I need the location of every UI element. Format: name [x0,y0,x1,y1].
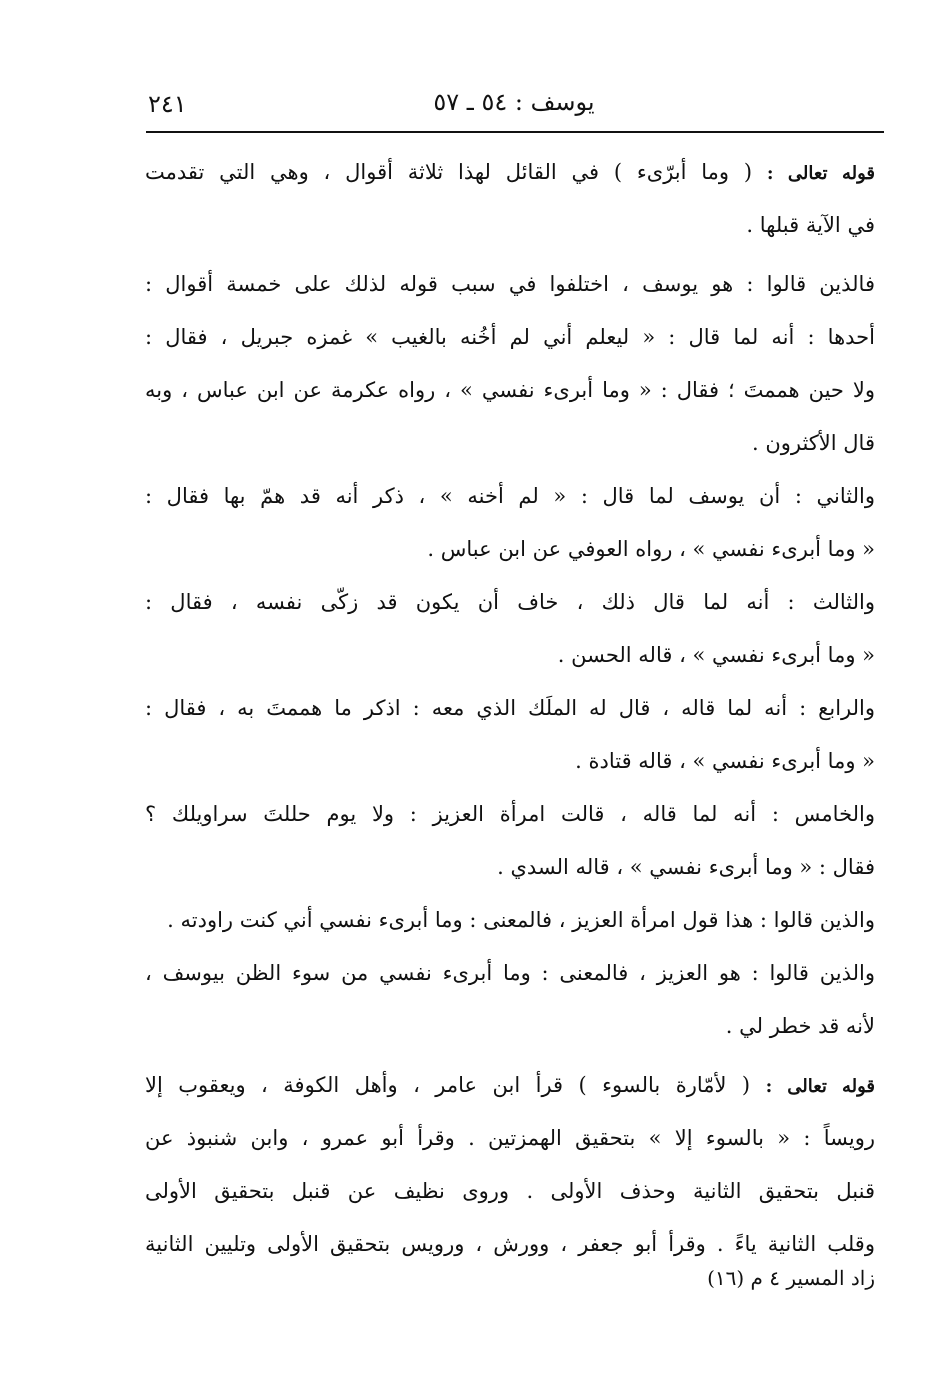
text-line [145,735,875,788]
line-text: قنبل بتحقيق الثانية وحذف الأولى . وروى نظيف عن قنبل بتحقيق الأولى [145,1179,875,1203]
text-line [145,417,875,470]
text-line [145,311,875,364]
signature-mark: زاد المسير ٤ م (١٦) [707,1266,875,1290]
text-line [145,788,875,841]
text-line [145,629,875,682]
line-text: ( وما أبرّىء ) في القائل لهذا ثلاثة أقوال ، وهي التي تقدمت [145,160,753,184]
text-line [145,576,875,629]
line-text: والثالث : أنه لما قال ذلك ، خاف أن يكون قد زكّى نفسه ، فقال : [145,590,875,614]
line-text: « وما أبرىء نفسي » ، قاله قتادة . [575,749,875,773]
page-number: ٢٤١ [148,90,187,118]
line-text: والخامس : أنه لما قاله ، قالت امرأة العزيز : ولا يوم حللتَ سراويلك ؟ [145,802,875,826]
text-line [145,1112,875,1165]
page-header [148,84,880,124]
line-text: لأنه قد خطر لي . [725,1014,875,1038]
text-line [145,682,875,735]
verse-label: قوله تعالى : [765,1076,875,1097]
main-text [145,146,875,1271]
line-text: والرابع : أنه لما قاله ، قال له الملَك الذي معه : اذكر ما هممتَ به ، فقال : [145,696,875,720]
header-rule [146,131,884,133]
text-line [145,1165,875,1218]
line-text: وقلب الثانية ياءً . وقرأ أبو جعفر ، وورش ، ورويس بتحقيق الأولى وتليين الثانية [145,1232,875,1256]
text-line [145,364,875,417]
text-line [145,523,875,576]
verse-label: قوله تعالى : [766,163,875,184]
line-text: والذين قالوا : هذا قول امرأة العزيز ، فالمعنى : وما أبرىء نفسي أني كنت راودته . [167,908,875,932]
text-line [145,1059,875,1112]
line-text: رويساً : « بالسوء إلا » بتحقيق الهمزتين . وقرأ أبو عمرو ، وابن شنبوذ عن [145,1126,875,1150]
text-line [145,1000,875,1053]
text-line [145,146,875,199]
line-text: والذين قالوا : هو العزيز ، فالمعنى : وما أبرىء نفسي من سوء الظن بيوسف ، [145,961,875,985]
line-text: ( لأمّارة بالسوء ) قرأ ابن عامر ، وأهل الكوفة ، ويعقوب إلا [145,1073,751,1097]
line-text: ولا حين هممتَ ؛ فقال : « وما أبرىء نفسي » ، رواه عكرمة عن ابن عباس ، وبه [145,378,875,402]
line-text: والثاني : أن يوسف لما قال : « لم أخنه » ، ذكر أنه قد همّ بها فقال : [145,484,875,508]
text-line [145,841,875,894]
line-text: فالذين قالوا : هو يوسف ، اختلفوا في سبب قوله لذلك على خمسة أقوال : [145,272,875,296]
running-title: يوسف : ٥٤ ـ ٥٧ [433,88,595,116]
text-line [145,947,875,1000]
line-text: « وما أبرىء نفسي » ، رواه العوفي عن ابن عباس . [427,537,875,561]
line-text: « وما أبرىء نفسي » ، قاله الحسن . [557,643,875,667]
line-text: فقال : « وما أبرىء نفسي » ، قاله السدي . [497,855,875,879]
line-text: أحدها : أنه لما قال : « ليعلم أني لم أخُنه بالغيب » غمزه جبريل ، فقال : [145,325,875,349]
line-text: في الآية قبلها . [746,213,875,237]
text-line [145,199,875,252]
text-line [145,470,875,523]
text-line [145,258,875,311]
text-line [145,894,875,947]
line-text: قال الأكثرون . [751,431,875,455]
